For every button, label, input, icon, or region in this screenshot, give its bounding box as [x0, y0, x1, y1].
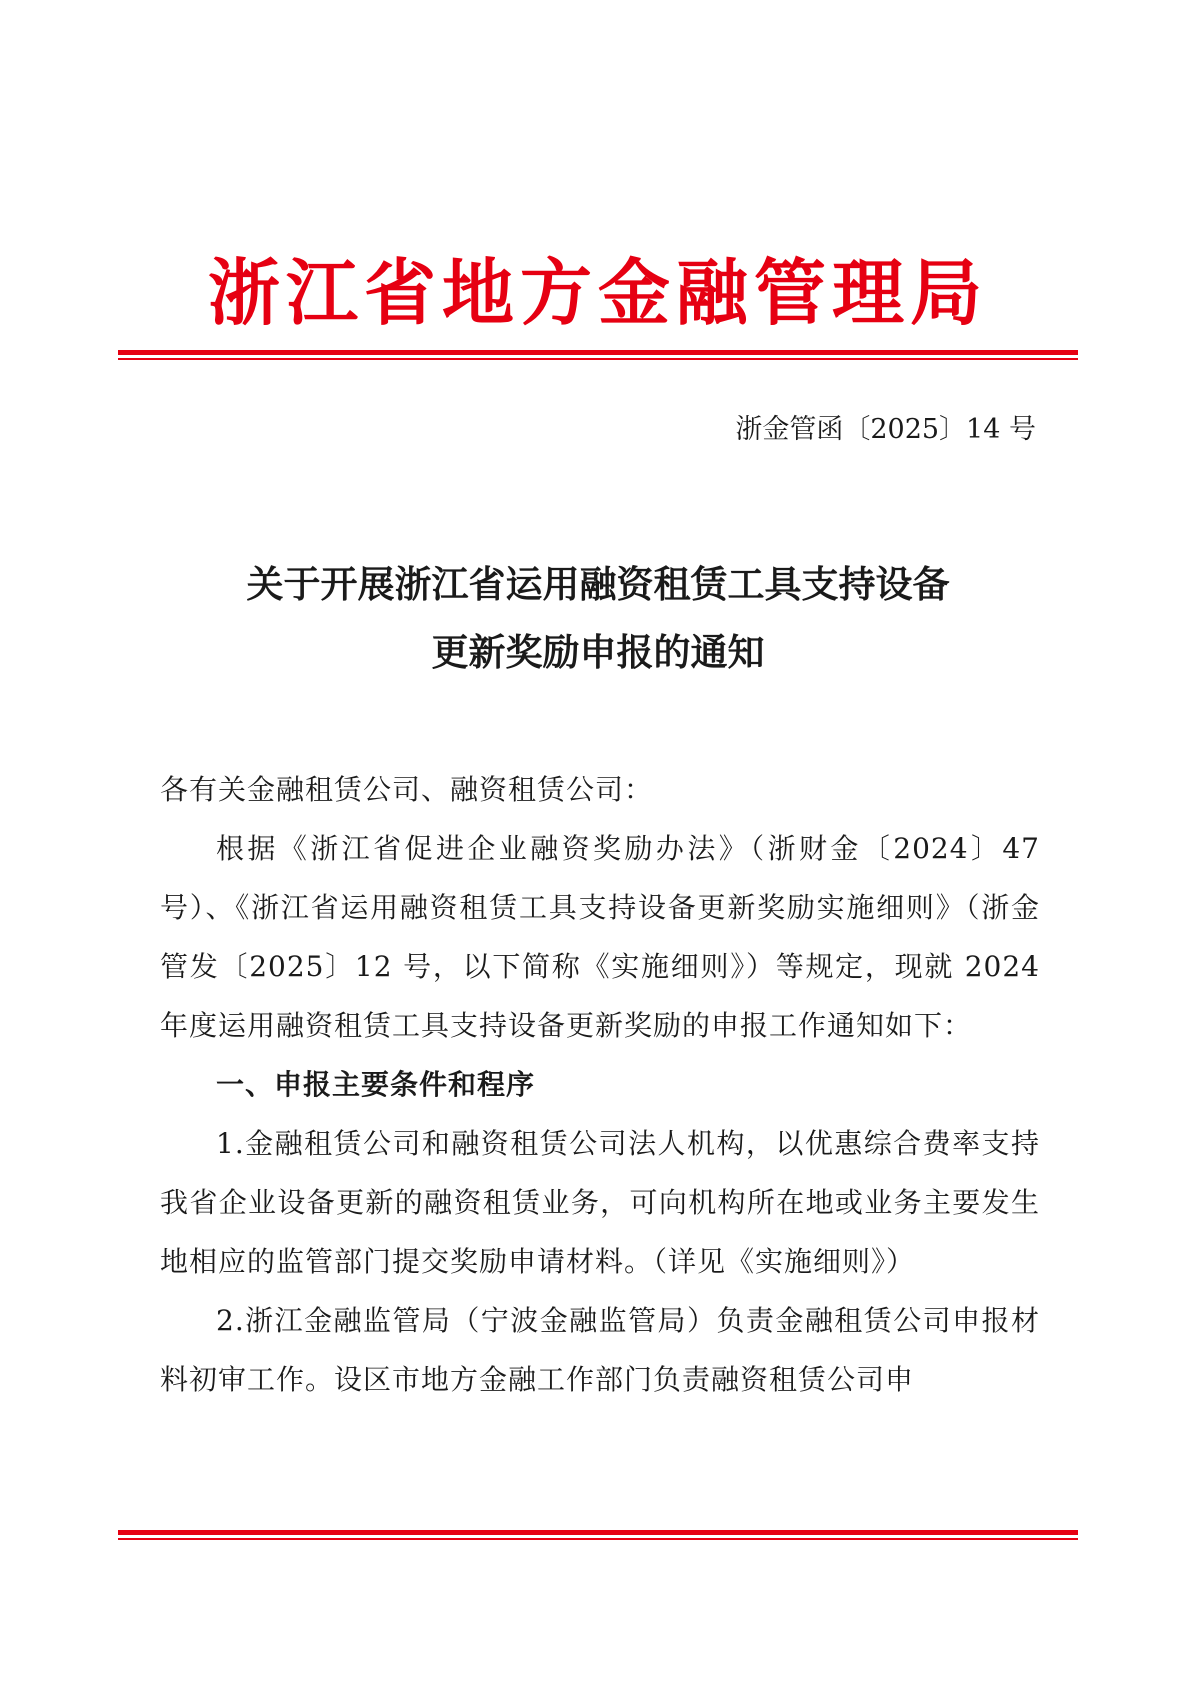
agency-header: 浙江省地方金融管理局: [207, 251, 988, 335]
paragraph-intro: 根据《浙江省促进企业融资奖励办法》（浙财金〔2024〕47 号）、《浙江省运用融资租赁工具支持设备更新奖励实施细则》（浙金管发〔2025〕12 号，以下简称《实施细则》）等规定，现就 2024 年度运用融资租赁工具支持设备更新奖励的申报工作通知如下：: [160, 832, 1040, 1042]
salutation: 各有关金融租赁公司、融资租赁公司：: [160, 773, 654, 806]
document-body: [160, 760, 1040, 1409]
header-divider: [118, 350, 1078, 360]
document-title: [118, 550, 1078, 686]
paragraph-item-1: 1.金融租赁公司和融资租赁公司法人机构，以优惠综合费率支持我省企业设备更新的融资租赁业务，可向机构所在地或业务主要发生地相应的监管部门提交奖励申请材料。（详见《实施细则》）: [160, 1127, 1040, 1278]
footer-divider: [118, 1530, 1078, 1540]
section-heading: 一、申报主要条件和程序: [216, 1068, 536, 1101]
document-number: 浙金管函〔2025〕14 号: [735, 414, 1036, 445]
title-line-1: 关于开展浙江省运用融资租赁工具支持设备: [246, 562, 950, 606]
paragraph-item-2: 2.浙江金融监管局（宁波金融监管局）负责金融租赁公司申报材料初审工作。设区市地方金融工作部门负责融资租赁公司申: [160, 1304, 1040, 1396]
title-line-2: 更新奖励申报的通知: [431, 630, 765, 674]
